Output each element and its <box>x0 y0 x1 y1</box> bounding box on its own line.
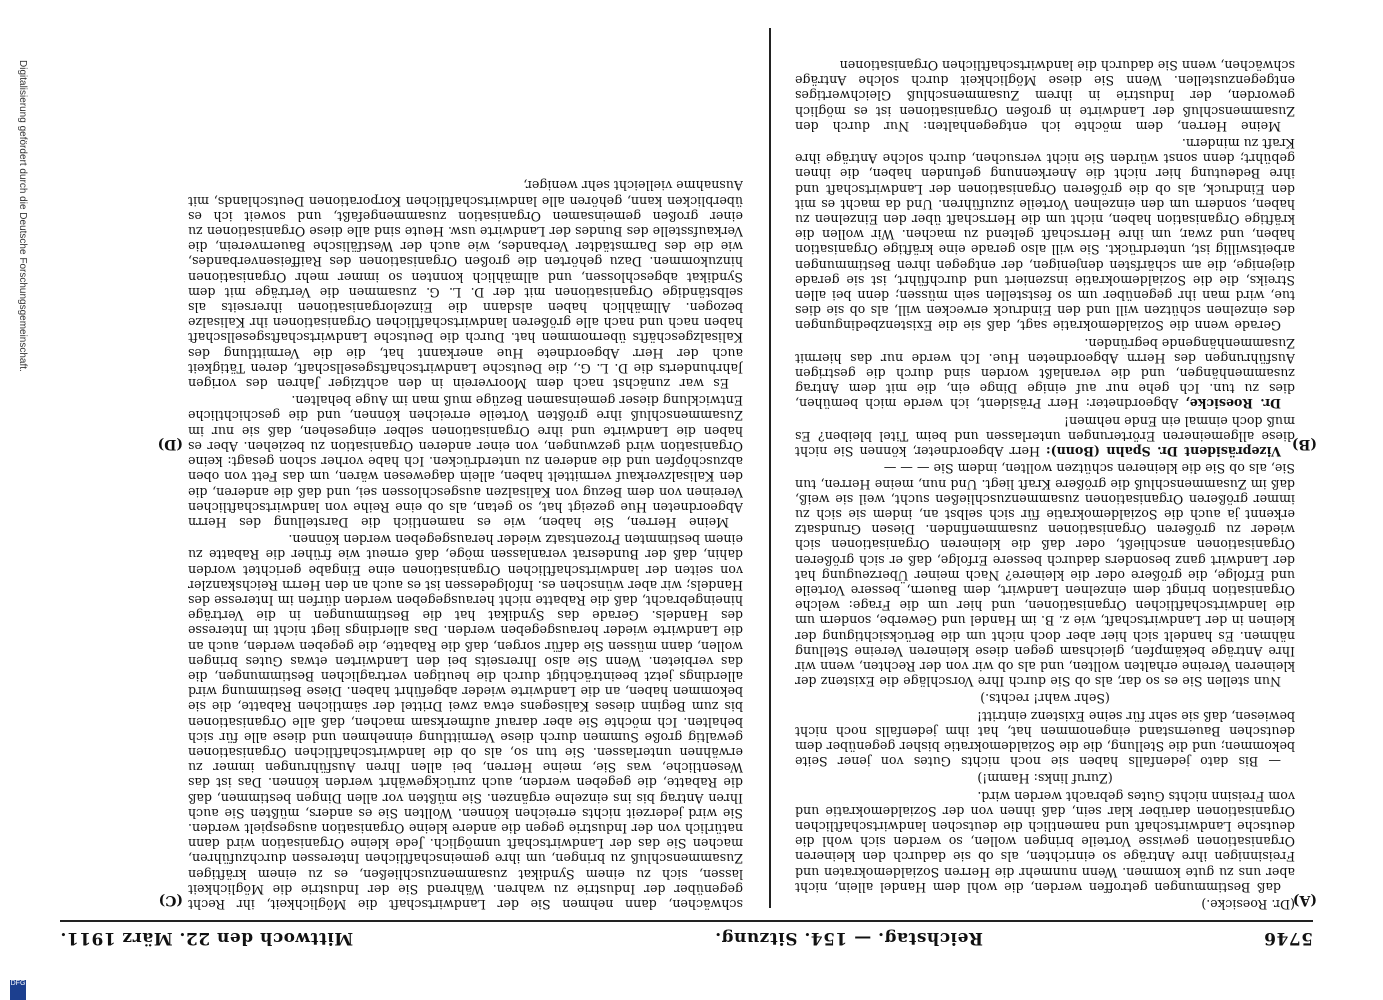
right-text-column <box>188 52 743 912</box>
speaker-label: (Dr. Roesicke.) <box>1201 897 1295 912</box>
paragraph-text: Gerade wenn die Sozialdemokratie sagt, daß sie die Existenzbedingungen des einzelnen schützen will und den Eindruck erwecken will, als ob sie dies tue, wird man ihr gegenüber um so feststellen sein müssen; denn bei allen Streiks, die die Sozialdemokratie inszeniert und durchführt, ist sie gerade diejenige, die am schärfsten denjenigen, der entgegen ihren Bestimmungen arbeitswillig ist, unterdrückt. Sie will also gerade eine kräftige Organisation haben, und zwar, um ihre Herrschaft geltend zu machen. Wir wollen die kräftige Organisation haben, nicht um die Herrschaft über den Einzelnen zu haben, sondern um den einzelnen Vorteile zuzuführen. Und da macht es mit den Eindruck, als ob die größeren Organisationen der Landwirtschaft und ihre Bedeutung hier nicht die Anerkennung gefunden haben, die ihnen gebührt; denn sonst würden Sie nicht versuchen, durch solche Anträge ihre Kraft zu mindern. <box>795 136 1295 334</box>
paragraph-text: Meine Herren, Sie haben, wie es namentlich die Darstellung des Herrn Abgeordneten Hue gezeigt hat, so getan, als ob eine Reihe von landwirtschaftlichen Vereinen von dem Bezug von Kalisalzen ausgeschlossen sei, und daß die anderen, die den Kalisalzverkauf vermittelt haben, allein dagewesen wären, um das Fett von oben abzuschöpfen und die anderen zu unterdrücken. Ich habe vorher schon gesagt: keine Organisation wird gezwungen, von einer anderen Organisation zu beziehen. Aber es haben die Landwirte und ihre Organisationen selber eingesehen, daß sie nur im Zusammenschluß ihre größten Vorteile erreichen können, und die geschichtliche Entwicklung dieser gemeinsamen Bezüge muß man im Auge behalten. <box>188 393 743 530</box>
session-date: Mittwoch den 22. März 1911. <box>60 928 354 948</box>
digitization-credit <box>8 60 28 940</box>
paragraph <box>795 136 1295 334</box>
paragraph-text: schwächen, dann nehmen Sie der Landwirtschaft die Möglichkeit, ihr Recht gegenüber der Industrie zu wahren. Während Sie der Industrie die Möglichkeit lassen, sich zu einem Syndikat zusammenzuschließen, es zu einem kräftigen Zusammenschluß zu bringen, um ihre gemeinschaftlichen Interessen durchzuführen, machen Sie das der Landwirtschaft unmöglich. Jede kleine Organisation wird dann natürlich von der Industrie gegen die andere kleine Organisation ausgespielt werden. Sie wird jederzeit nichts erreichen können. Wollten Sie es anders, müßten Sie auch Ihren Antrag bis ins einzelne ergänzen. Sie müßten vor allen Dingen bestimmen, daß die Rabatte, die gegeben werden, auch zurückgewährt werden können. Das ist das Wesentliche, was Sie, meine Herren, bei allen Ihren Ausführungen immer zu erwähnen unterlassen. Sie tun so, als ob die landwirtschaftlichen Organisationen gewaltig große Summen durch diese Vermittlung einnehmen und diese alle für sich behalten. Ich möchte Sie aber darauf aufmerksam machen, daß alle Organisationen bis zum Beginn dieses Kalisegens etwa zwei Drittel der sämtlichen Rabatte, die sie bekommen haben, an die Landwirte wieder abgeführt haben. Diese Bestimmung wird allerdings jetzt beeinträchtigt durch die heutigen vertraglichen Bestimmungen, die das verbieten. Wenn Sie also Ihrerseits bei den Landwirten etwas Gutes bringen wollen, dann müssen Sie dafür sorgen, daß die Rabatte, die gegeben werden, auch an die Landwirte wieder herausgegeben werden. Das allerdings liegt nicht im Interesse des Handels. Gerade das Syndikat hat die Bestimmungen in die Verträge hineingebracht, daß die Rabatte nicht herausgegeben werden dürfen im Interesse des Handels; wir aber wünschen es. Infolgedessen ist es auch an den Herrn Reichskanzler von seiten der landwirtschaftlichen Organisationen eine Eingabe gerichtet worden dahin, daß der Bundesrat veranlassen möge, daß erneut wie früher die Rabatte zu einem bestimmten Prozentsatz wieder herausgegeben werden können. <box>188 532 743 912</box>
speaker-name: Vizepräsident Dr. Spahn (Bonn): <box>1046 444 1281 460</box>
page-number: 5746 <box>1263 928 1313 948</box>
margin-marker-c: (C) <box>158 892 183 908</box>
paragraph <box>188 532 743 912</box>
speaker-name: Dr. Roesicke, <box>1185 396 1281 412</box>
page-header <box>60 920 1313 948</box>
paragraph-text: Nun stellen Sie es so dar, als ob Sie durch Ihre Vorschläge die Existenz der kleineren Vereine erhalten wollten, und als ob wir von der Rechten, wenn wir Ihre Anträge bekämpfen, gleichsam gegen diese kleineren Vereine Stellung nähmen. Es handelt sich hier aber doch nicht um die Berücksichtigung der kleinen in der Landwirtschaft, wie z. B. im Handel und Gewerbe, sondern um die landwirtschaftlichen Organisationen, und hier um die Frage: welche Organisation bringt dem einzelnen Landwirt, dem Bauern, bessere Vorteile und Erfolge, die größere oder die kleinere? Nach meiner Überzeugung hat der Landwirt ganz besonders dadurch bessere Erfolge, daß er sich größeren Organisationen anschließt, oder daß die kleineren Organisationen sich wieder zu größeren Organisationen zusammenfinden. Diesen Grundsatz erkennt ja auch die Sozialdemokratie für sich selbst an, indem sie sich zu immer größeren Organisationen zusammenzuschließen sucht, weil sie weiß, daß im Zusammenschluß die größere Kraft liegt. Und nun, meine Herren, tun Sie, als ob Sie die kleineren schützen wollten, indem Sie — — — <box>795 461 1295 690</box>
paragraph <box>795 414 1295 460</box>
paragraph <box>188 393 743 530</box>
margin-marker-d: (D) <box>157 436 183 452</box>
session-title: Reichstag. — 154. Sitzung. <box>714 928 983 948</box>
paragraph <box>795 708 1295 769</box>
paragraph-text: daß Bestimmungen getroffen werden, die wohl dem Handel allein, nicht aber uns zu gute kommen. Wenn nunmehr die Herren Sozialdemokraten und Freisinnigen ihre Anträge so einrichten, als ob sie dadurch den kleineren Organisationen gewisse Vorteile bringen wollen, so werden sich wohl die deutsche Landwirtschaft und namentlich die deutschen landwirtschaftlichen Organisationen darüber klar sein, daß ihnen von der Sozialdemokratie und vom Freisinn nichts Gutes gebracht werden wird. <box>795 788 1295 895</box>
credit-text: Digitalisierung gefördert durch die Deutsche Forschungsgemeinschaft. <box>17 60 28 372</box>
left-text-column <box>795 52 1295 912</box>
paragraph <box>188 178 743 391</box>
dfg-logo: DFG <box>10 980 26 1000</box>
interjection: (Sehr wahr! rechts.) <box>980 691 1110 707</box>
margin-marker-a: (A) <box>1292 892 1317 908</box>
margin-marker-b: (B) <box>1291 436 1317 452</box>
paragraph-text: Es war zunächst nach dem Moorverein in den achtziger Jahren des vorigen Jahrhunderts die D. L. G., die Deutsche Landwirtschaftsgesellschaft, deren Tätigkeit auch der Herr Abgeordnete Hue anerkannt hat, die die Vermittlung des Kalisalzgeschäfts übernommen hat. Durch die Deutsche Landwirtschaftsgesellschaft haben nach und nach alle größeren landwirtschaftlichen Organisationen ihr Kalisalze bezogen. Allmählich haben alsdann die Einzelorganisationen ihrerseits als selbständige Organisationen mit der D. L. G. zusammen die Verträge mit dem Syndikat abgeschlossen, und allmählich konnten so immer mehr Organisationen hinzukommen. Dazu gehörten die großen Organisationen des Raiffeisenverbandes, wie die des Darmstädter Verbandes, wie auch der Westfälische Bauernverein, die Verkaufsstelle des Bundes der Landwirte usw. Heute sind alle diese Organisationen zu einer großen gemeinsamen Organisation zusammengefaßt, und soweit ich es überblicken kann, gehören alle landwirtschaftlichen Korporationen Deutschlands, mit Ausnahme vielleicht sehr weniger, <box>188 178 743 392</box>
paragraph-text: Herr Abgeordneter, können Sie nicht diese allgemeineren Erörterungen unterlassen und beim Titel bleiben? Es muß doch einmal ein Ende nehmen! <box>795 413 1295 460</box>
paragraph-text: — Bis dato jedenfalls haben sie noch nichts Gutes von jener Seite bekommen; und die Stellung, die die Sozialdemokratie bisher gegenüber dem deutschen Bauernstand eingenommen hat, hat ihm jedenfalls noch nicht bewiesen, daß sie sehr für seine Existenz eintritt! <box>795 708 1295 770</box>
paragraph <box>795 58 1295 134</box>
column-divider <box>769 28 771 908</box>
paragraph-text: Meine Herren, dem möchte ich entgegenhalten: Nur durch den Zusammenschluß der Landwirte in großen Organisationen ist es möglich geworden, der Industrie in ihrem Zusammenschluß Gleichwertiges entgegenzustellen. Wenn Sie diese Möglichkeit durch solche Anträge schwächen, wenn Sie dadurch die landwirtschaftlichen Organisationen <box>795 58 1295 134</box>
paragraph-text: Abgeordneter: Herr Präsident, ich werde mich bemühen, dies zu tun. Ich gehe nur auf einige Dinge ein, die mit dem Antrag zusammenhängen, und die veranlaßt worden sind durch die gestrigen Ausführungen des Herrn Abgeordneten Hue. Ich werde nur das hiermit Zusammenhängende begründen. <box>795 335 1295 412</box>
paragraph <box>795 461 1295 689</box>
paragraph <box>795 335 1295 411</box>
paragraph <box>795 788 1295 894</box>
interjection: (Zuruf links: Hamm!) <box>977 771 1113 787</box>
